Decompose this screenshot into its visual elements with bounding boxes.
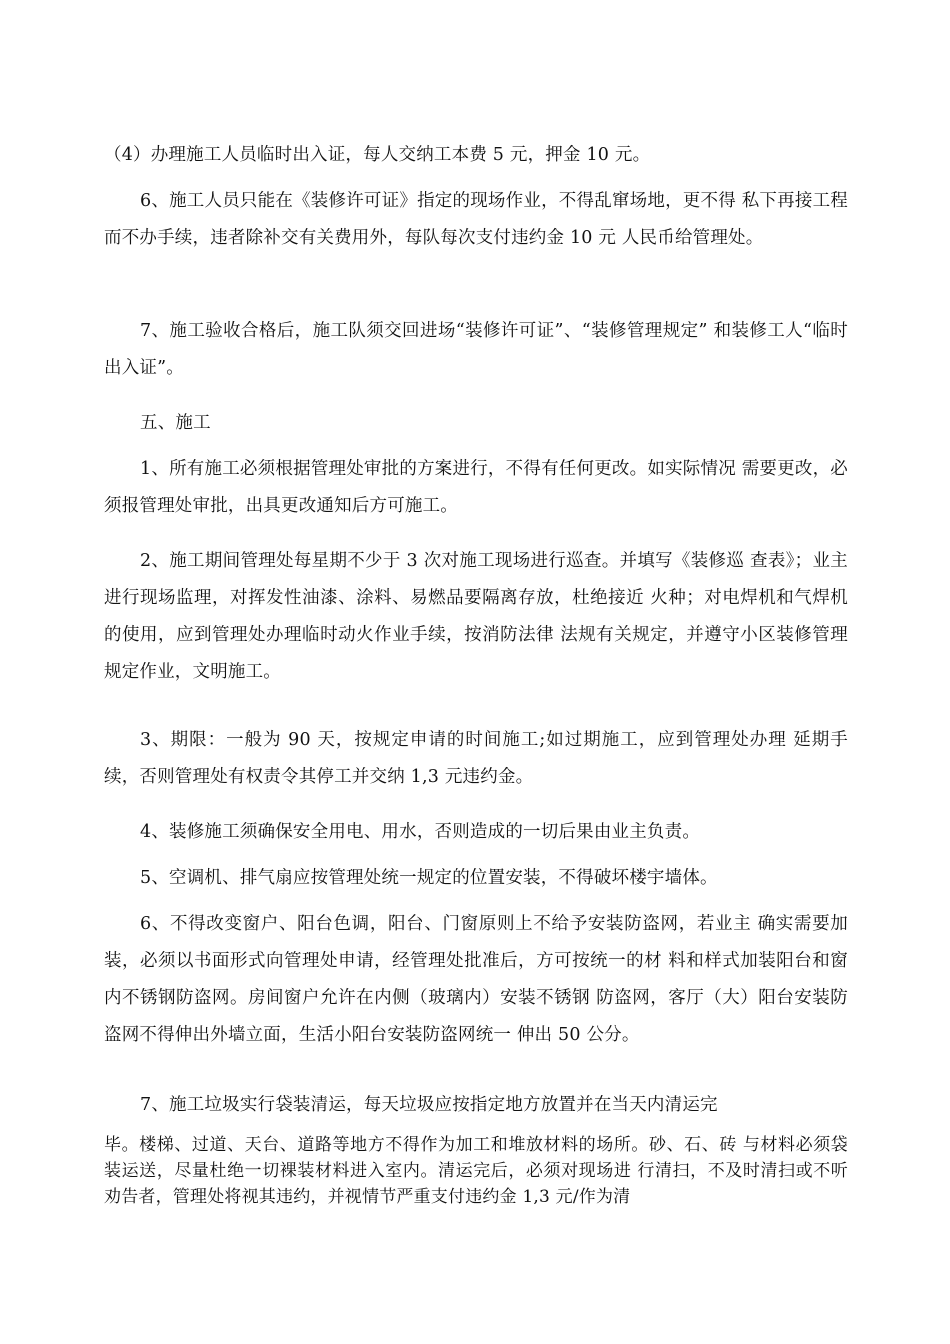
paragraph-1: （4）办理施工人员临时出入证，每人交纳工本费 5 元，押金 10 元。 [104,145,651,165]
paragraph-11: 毕。楼梯、过道、天台、道路等地方不得作为加工和堆放材料的场所。砂、石、砖 与材料必须袋装运送，尽量杜绝一切裸装材料进入室内。清运完后，必须对现场进 行清扫，不及时清扫或不听劝告者，管理处将视其违约，并视情节严重支付违约金 1,3 元/作为清 [104,1135,848,1207]
paragraph-2: 6、施工人员只能在《装修许可证》指定的现场作业，不得乱窜场地，更不得 私下再接工程而不办手续，违者除补交有关费用外，每队每次支付违约金 10 元 人民币给管理处。 [104,191,848,248]
paragraph-4: 1、所有施工必须根据管理处审批的方案进行，不得有任何更改。如实际情况 需要更改，必须报管理处审批，出具更改通知后方可施工。 [104,459,848,516]
section-heading: 五、施工 [140,413,211,433]
paragraph-9: 6、不得改变窗户、阳台色调，阳台、门窗原则上不给予安装防盗网，若业主 确实需要加装，必须以书面形式向管理处申请，经管理处批准后，方可按统一的材 料和样式加装阳台和窗内不锈钢防盗网。房间窗户允许在内侧（玻璃内）安装不锈钢 防盗网，客厅（大）阳台安装防盗网不得伸出外墙立面，生活小阳台安装防盗网统一 伸出 50 公分。 [104,914,848,1045]
paragraph-7: 4、装修施工须确保安全用电、用水，否则造成的一切后果由业主负责。 [140,822,701,842]
paragraph-6: 3、期限：一般为 90 天，按规定申请的时间施工;如过期施工，应到管理处办理 延期手续，否则管理处有权责令其停工并交纳 1,3 元违约金。 [104,730,848,787]
paragraph-10: 7、施工垃圾实行袋装清运，每天垃圾应按指定地方放置并在当天内清运完 [140,1095,718,1115]
paragraph-5: 2、施工期间管理处每星期不少于 3 次对施工现场进行巡查。并填写《装修巡 查表》；业主进行现场监理，对挥发性油漆、涂料、易燃品要隔离存放，杜绝接近 火种；对电焊机和气焊机的使用，应到管理处办理临时动火作业手续，按消防法律 法规有关规定，并遵守小区装修管理规定作业，文明施工。 [104,551,848,682]
paragraph-8: 5、空调机、排气扇应按管理处统一规定的位置安装，不得破坏楼宇墙体。 [140,868,718,888]
paragraph-3: 7、施工验收合格后，施工队须交回进场“装修许可证”、“装修管理规定” 和装修工人“临时出入证”。 [104,321,848,378]
